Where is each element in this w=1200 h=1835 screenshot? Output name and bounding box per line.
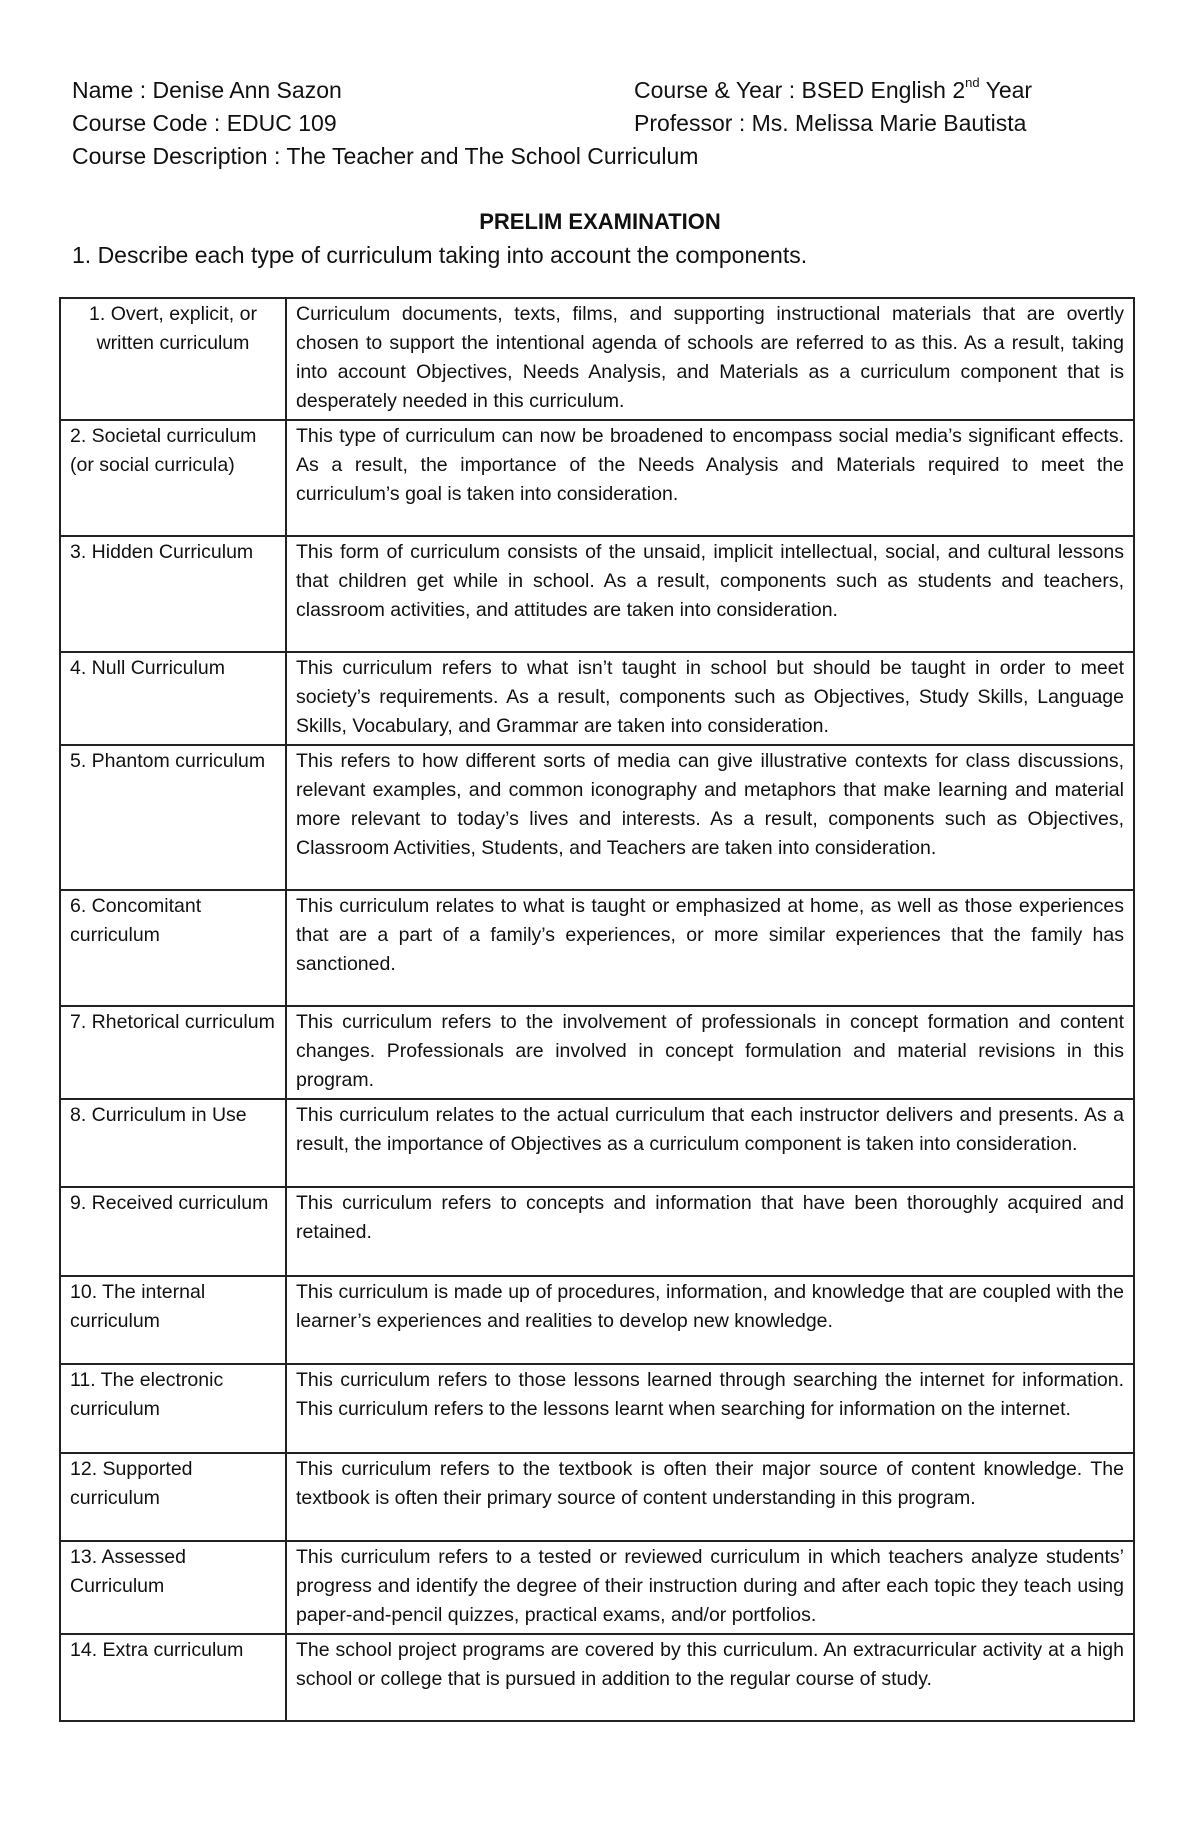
table-row [60,745,1134,890]
professor-field [634,107,1132,140]
course-year-value: BSED English 2 [801,77,966,103]
header-row-1 [72,74,1132,107]
table-row [60,1276,1134,1364]
curriculum-description: This curriculum refers to what isn’t taught in school but should be taught in order to meet society’s requirements. As a result, components such as Objectives, Study Skills, Language Skills, Vocabulary, and Grammar are taken into consideration. [286,652,1134,745]
table-row [60,890,1134,1006]
table-row [60,1187,1134,1276]
exam-title: PRELIM EXAMINATION [479,209,721,234]
curriculum-description: This type of curriculum can now be broadened to encompass social media’s significant effects. As a result, the importance of the Needs Analysis and Materials required to meet the curriculum’s goal is taken into consideration. [286,420,1134,536]
curriculum-type: 3. Hidden Curriculum [60,536,286,652]
curriculum-description: This curriculum refers to the textbook is often their major source of content knowledge. The textbook is often their primary source of content understanding in this program. [286,1453,1134,1541]
curriculum-type: 9. Received curriculum [60,1187,286,1276]
name-field [72,74,634,107]
curriculum-description: This curriculum refers to those lessons learned through searching the internet for information. This curriculum refers to the lessons learnt when searching for information on the internet. [286,1364,1134,1453]
curriculum-description: This refers to how different sorts of media can give illustrative contexts for class discussions, relevant examples, and common iconography and metaphors that make learning and material more relevant to today’s lives and interests. As a result, components such as Objectives, Classroom Activities, Students, and Teachers are taken into consideration. [286,745,1134,890]
table-row [60,298,1134,420]
course-year-label: Course & Year : [634,77,796,103]
curriculum-type: 10. The internal curriculum [60,1276,286,1364]
curriculum-description: This curriculum refers to a tested or reviewed curriculum in which teachers analyze students’ progress and identify the degree of their instruction during and after each topic they teach using paper-and-pencil quizzes, practical exams, and/or portfolios. [286,1541,1134,1634]
curriculum-type: 13. Assessed Curriculum [60,1541,286,1634]
curriculum-description: This form of curriculum consists of the unsaid, implicit intellectual, social, and cultural lessons that children get while in school. As a result, components such as students and teachers, classroom activities, and attitudes are taken into consideration. [286,536,1134,652]
curriculum-type: 1. Overt, explicit, or written curriculum [60,298,286,420]
curriculum-description: This curriculum relates to the actual curriculum that each instructor delivers and presents. As a result, the importance of Objectives as a curriculum component is taken into consideration. [286,1099,1134,1187]
header-row-2 [72,107,1132,140]
header-row-3 [72,140,1132,173]
curriculum-type: 5. Phantom curriculum [60,745,286,890]
course-description-label: Course Description : [72,143,281,169]
course-year-suffix: Year [985,77,1033,103]
curriculum-description: This curriculum is made up of procedures, information, and knowledge that are coupled with the learner’s experiences and realities to develop new knowledge. [286,1276,1134,1364]
name-value: Denise Ann Sazon [152,77,342,103]
table-row [60,536,1134,652]
curriculum-description: This curriculum refers to the involvement of professionals in concept formation and content changes. Professionals are involved in concept formulation and material revisions in this program. [286,1006,1134,1099]
curriculum-type: 12. Supported curriculum [60,1453,286,1541]
curriculum-description: This curriculum refers to concepts and information that have been thoroughly acquired and retained. [286,1187,1134,1276]
table-row [60,420,1134,536]
name-label: Name : [72,77,147,103]
curriculum-description: This curriculum relates to what is taught or emphasized at home, as well as those experiences that are a part of a family’s experiences, or more similar experiences that the family has sanctioned. [286,890,1134,1006]
student-info-header [72,74,1132,173]
curriculum-type: 8. Curriculum in Use [60,1099,286,1187]
professor-value: Ms. Melissa Marie Bautista [751,110,1027,136]
curriculum-type: 14. Extra curriculum [60,1634,286,1721]
course-code-label: Course Code : [72,110,221,136]
curriculum-table [59,297,1135,1722]
table-row [60,1453,1134,1541]
curriculum-type: 6. Concomitant curriculum [60,890,286,1006]
table-row [60,1634,1134,1721]
course-code-field [72,107,634,140]
table-row [60,1099,1134,1187]
curriculum-type: 4. Null Curriculum [60,652,286,745]
curriculum-description: Curriculum documents, texts, films, and supporting instructional materials that are overtly chosen to support the intentional agenda of schools are referred to as this. As a result, taking into account Objectives, Needs Analysis, and Materials as a curriculum component that is desperately needed in this curriculum. [286,298,1134,420]
table-row [60,1364,1134,1453]
exam-question: 1. Describe each type of curriculum taking into account the components. [72,242,808,268]
curriculum-type: 7. Rhetorical curriculum [60,1006,286,1099]
table-row [60,652,1134,745]
curriculum-description: The school project programs are covered by this curriculum. An extracurricular activity at a high school or college that is pursued in addition to the regular course of study. [286,1634,1134,1721]
curriculum-type: 2. Societal curriculum (or social curricula) [60,420,286,536]
curriculum-type: 11. The electronic curriculum [60,1364,286,1453]
course-year-field [634,74,1132,107]
course-year-superscript: nd [965,75,980,91]
course-code-value: EDUC 109 [226,110,337,136]
course-description-value: The Teacher and The School Curriculum [286,143,699,169]
table-row [60,1541,1134,1634]
course-description-field [72,140,698,173]
table-row [60,1006,1134,1099]
professor-label: Professor : [634,110,746,136]
